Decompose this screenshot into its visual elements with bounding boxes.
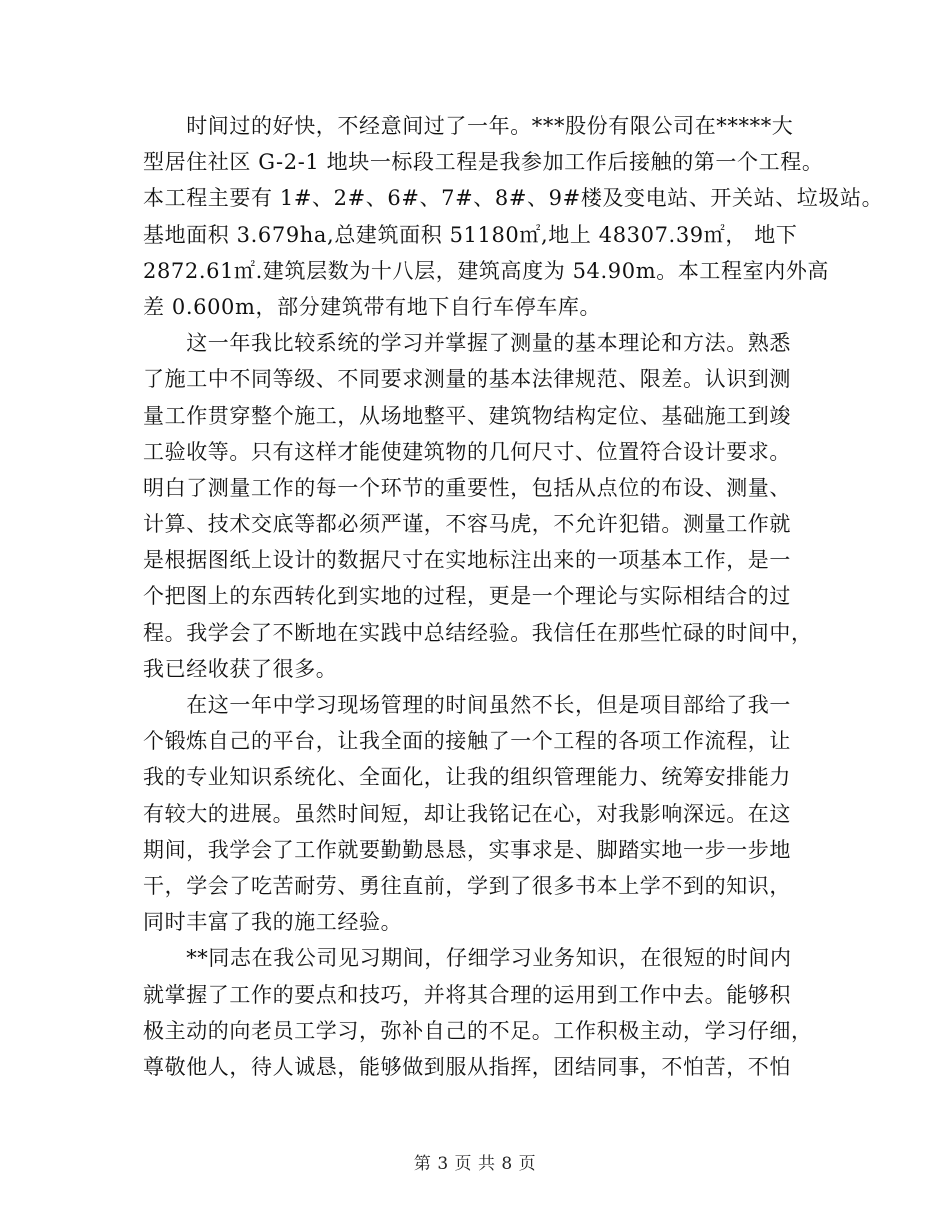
text-line: 尊敬他人，待人诚恳，能够做到服从指挥，团结同事，不怕苦，不怕	[143, 1054, 791, 1079]
text-line: 差 0.600m，部分建筑带有地下自行车停车库。	[143, 294, 602, 319]
text-line: 是根据图纸上设计的数据尺寸在实地标注出来的一项基本工作，是一	[143, 548, 791, 573]
text-line: 期间，我学会了工作就要勤勤恳恳，实事求是、脚踏实地一步一步地	[143, 837, 791, 862]
paragraph-1	[143, 108, 884, 325]
text-line: 这一年我比较系统的学习并掌握了测量的基本理论和方法。熟悉	[143, 331, 791, 356]
paragraph-2	[143, 325, 823, 687]
text-line: 了施工中不同等级、不同要求测量的基本法律规范、限差。认识到测	[143, 367, 791, 392]
text-line: 2872.61㎡.建筑层数为十八层，建筑高度为 54.90m。本工程室内外高	[143, 258, 830, 283]
text-line: 本工程主要有 1#、2#、6#、7#、8#、9#楼及变电站、开关站、垃圾站。	[143, 186, 884, 211]
text-line: **同志在我公司见习期间，仔细学习业务知识，在很短的时间内	[143, 946, 792, 971]
text-line: 个锻炼自己的平台，让我全面的接触了一个工程的各项工作流程，让	[143, 729, 791, 754]
text-line: 我的专业知识系统化、全面化，让我的组织管理能力、统筹安排能力	[143, 765, 791, 790]
text-line: 型居住社区 G-2-1 地块一标段工程是我参加工作后接触的第一个工程。	[143, 150, 824, 175]
text-line: 个把图上的东西转化到实地的过程，更是一个理论与实际相结合的过	[143, 584, 791, 609]
text-line: 就掌握了工作的要点和技巧，并将其合理的运用到工作中去。能够积	[143, 982, 791, 1007]
text-line: 极主动的向老员工学习，弥补自己的不足。工作积极主动，学习仔细，	[143, 1018, 813, 1043]
text-line: 在这一年中学习现场管理的时间虽然不长，但是项目部给了我一	[143, 693, 791, 717]
text-line: 工验收等。只有这样才能使建筑物的几何尺寸、位置符合设计要求。	[143, 439, 791, 464]
text-line: 同时丰富了我的施工经验。	[143, 910, 403, 935]
text-line: 明白了测量工作的每一个环节的重要性，包括从点位的布设、测量、	[143, 475, 791, 500]
text-line: 时间过的好快，不经意间过了一年。***股份有限公司在*****大	[143, 114, 794, 138]
text-line: 我已经收获了很多。	[143, 656, 338, 681]
paragraph-3	[143, 687, 823, 940]
text-line: 干，学会了吃苦耐劳、勇往直前，学到了很多书本上学不到的知识，	[143, 873, 791, 898]
page-number-footer: 第 3 页 共 8 页	[413, 1154, 537, 1174]
text-line: 计算、技术交底等都必须严谨，不容马虎，不允许犯错。测量工作就	[143, 512, 791, 537]
document-body	[143, 108, 884, 1085]
text-line: 基地面积 3.679ha,总建筑面积 51180㎡,地上 48307.39㎡， 地下	[143, 222, 798, 247]
text-line: 量工作贯穿整个施工，从场地整平、建筑物结构定位、基础施工到竣	[143, 403, 791, 428]
text-line: 有较大的进展。虽然时间短，却让我铭记在心，对我影响深远。在这	[143, 801, 791, 826]
text-line: 程。我学会了不断地在实践中总结经验。我信任在那些忙碌的时间中，	[143, 620, 813, 645]
paragraph-4	[143, 940, 823, 1085]
